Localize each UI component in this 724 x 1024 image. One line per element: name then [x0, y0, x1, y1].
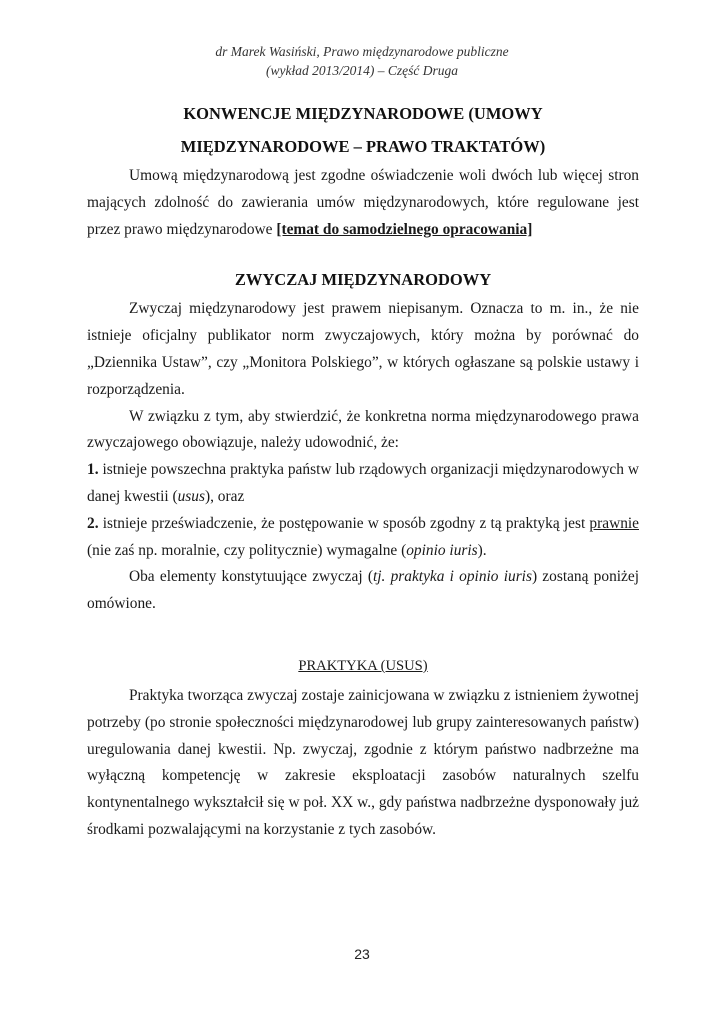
list-item-opinio-iuris	[87, 511, 639, 565]
italic-phrase: tj. praktyka i opinio iuris	[372, 568, 532, 586]
list-text-end: ).	[477, 541, 487, 559]
underlined-term: prawnie	[589, 514, 639, 532]
section-title-custom: ZWYCZAJ MIĘDZYNARODOWY	[234, 270, 492, 290]
section-title-treaties	[87, 97, 639, 163]
list-item-usus	[87, 457, 639, 511]
paragraph-practice: Praktyka tworząca zwyczaj zostaje zainicjowana w związku z istnieniem żywotnej potrzeby (po stronie społeczności międzynarodowej lub grupy zainteresowanych państw) uregulowania danej kwestii. Np. zwyczaj, zgodnie z którym państwo nadbrzeżne ma wyłączną kompetencję w zakresie eksploatacji zasobów naturalnych szelfu kontynentalnego wykształcił się w poł. XX w., gdy państwa nadbrzeżne dysponowały już środkami pozwalającymi na korzystanie z tych zasobów.	[87, 686, 639, 838]
paragraph-custom-proof: W związku z tym, aby stwierdzić, że konkretna norma międzynarodowego prawa zwyczajowego obowiązuje, należy udowodnić, że:	[87, 407, 639, 452]
page-number: 23	[354, 946, 370, 962]
paragraph-treaty-definition	[87, 163, 639, 243]
list-number: 2.	[87, 514, 99, 532]
subsection-title-usus: PRAKTYKA (USUS)	[298, 657, 428, 674]
header-line-2: (wykład 2013/2014) – Część Druga	[266, 63, 458, 78]
paragraph-text-end: ) zostaną poniżej omówione.	[87, 568, 639, 613]
header-line-1: dr Marek Wasiński, Prawo międzynarodowe publiczne	[215, 44, 509, 59]
list-number: 1.	[87, 461, 99, 479]
paragraph-text: Oba elementy konstytuujące zwyczaj (	[129, 568, 373, 586]
running-header	[0, 42, 724, 80]
paragraph-custom-unwritten: Zwyczaj międzynarodowy jest prawem niepisanym. Oznacza to m. in., że nie istnieje oficjalny publikator norm zwyczajowych, który można by porównać do „Dziennika Ustaw”, czy „Monitora Polskiego”, w których ogłaszane są polskie ustawy i rozporządzenia.	[87, 300, 639, 398]
list-text-mid: (nie zaś np. moralnie, czy politycznie) wymagalne (	[87, 541, 407, 559]
list-text: istnieje przeświadczenie, że postępowanie w sposób zgodny z tą praktyką jest	[98, 514, 590, 532]
list-text-end: ), oraz	[204, 487, 245, 505]
paragraph-text: Umową międzynarodową jest zgodne oświadczenie woli dwóch lub więcej stron mających zdolność do zawierania umów międzynarodowych, które regulowane jest przez prawo międzynarodowe	[87, 167, 639, 238]
section-title-line-2: MIĘDZYNARODOWE – PRAWO TRAKTATÓW)	[180, 137, 546, 156]
self-study-note: [temat do samodzielnego opracowania]	[276, 220, 533, 238]
list-italic-term: opinio iuris	[406, 541, 478, 559]
list-text: istnieje powszechna praktyka państw lub rządowych organizacji międzynarodowych w danej kwestii (	[87, 461, 639, 505]
paragraph-elements	[87, 564, 639, 618]
list-italic-term: usus	[177, 487, 205, 505]
main-content	[87, 97, 639, 844]
section-title-line-1: KONWENCJE MIĘDZYNARODOWE (UMOWY	[183, 104, 543, 123]
